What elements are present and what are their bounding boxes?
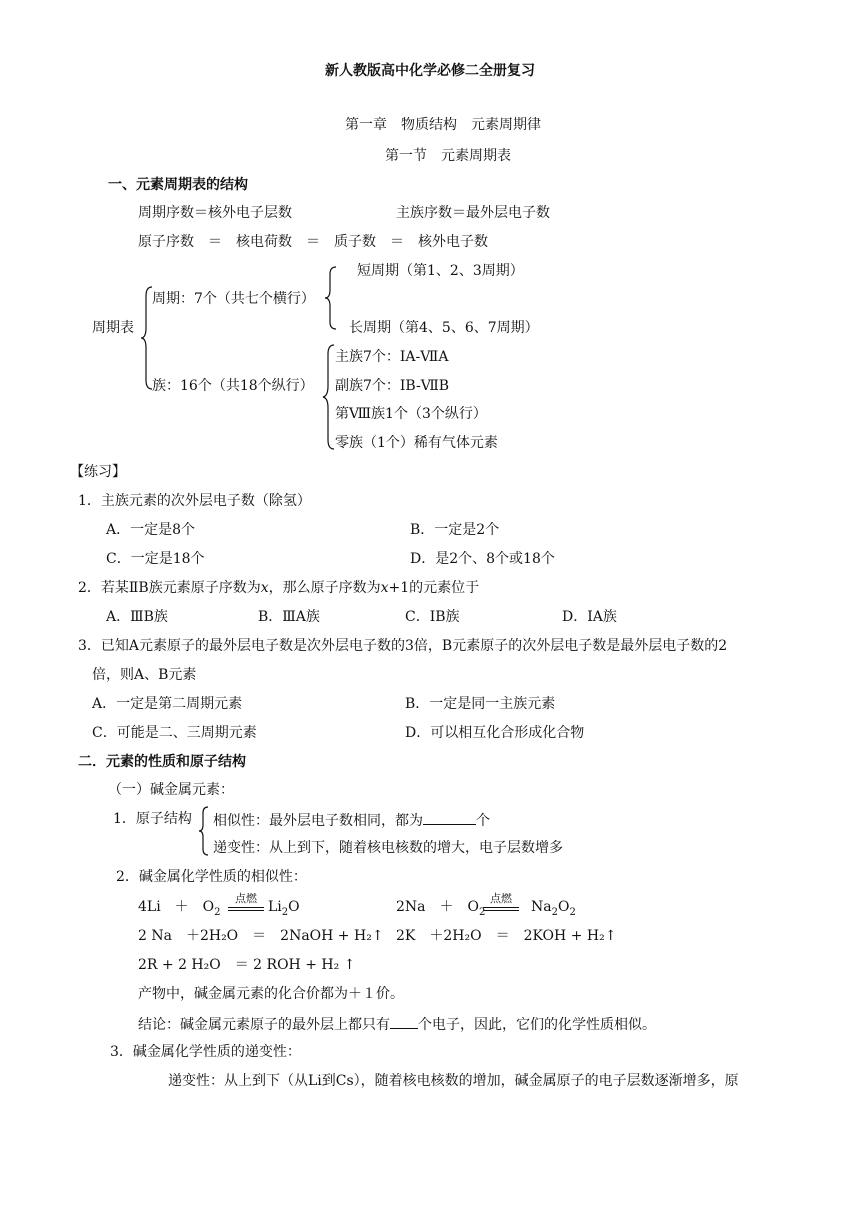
tree-sub-group: 副族7个：IB-ⅦB [335,378,450,394]
eq5: 2R + 2 H₂O ＝ 2 ROH + H₂ ↑ [138,957,356,973]
q2-stem [78,579,479,597]
tree-group: 族：16个（共18个纵行） [152,378,314,394]
similarity-line [213,810,490,830]
period-brace [324,266,338,330]
valence-note: 产物中，碱金属元素的化合价都为＋１价。 [138,986,404,1002]
period-number-rule: 周期序数＝核外电子层数 [138,205,292,221]
q2-option-a: A．ⅢB族 [106,609,168,625]
eq2-product [531,898,576,916]
tree-period: 周期：7个（共七个横行） [152,291,315,307]
conclusion-tail: 个电子，因此，它们的化学性质相似。 [418,1017,656,1033]
eq2-product-mid: O [557,899,570,915]
conclusion-blank[interactable] [390,1014,418,1029]
conclusion-text: 结论：碱金属元素原子的最外层上都只有 [138,1017,390,1033]
eq1-condition [228,893,264,915]
tree-group-8: 第Ⅷ族1个（3个纵行） [335,406,487,422]
q2-stem-post: +1的元素位于 [388,580,480,596]
eq2-product-text: Na [531,899,552,915]
q3-option-a: A．一定是第二周期元素 [92,696,243,712]
q3-option-d: D．可以相互化合形成化合物 [405,725,585,741]
similarity-text: 相似性：最外层电子数相同，都为 [213,813,423,829]
tree-main-group: 主族7个：ⅠA-ⅦA [335,349,449,365]
main-group-number-rule: 主族序数＝最外层电子数 [396,205,550,221]
q2-option-d: D．ⅠA族 [562,609,617,625]
tree-zero-group: 零族（1个）稀有气体元素 [335,435,498,451]
eq1-reactants [138,898,221,916]
q3-option-b: B．一定是同一主族元素 [405,696,556,712]
q1-stem: 1．主族元素的次外层电子数（除氢） [78,493,311,509]
atomic-number-rule: 原子序数 ＝ 核电荷数 ＝ 质子数 ＝ 核外电子数 [138,234,488,250]
q3-stem-line2: 倍，则A、B元素 [92,667,197,683]
q2-var-x2: x [380,580,389,596]
atomic-structure-brace [198,806,210,856]
q3-stem-line1: 3．已知A元素原子的最外层电子数是次外层电子数的3倍，B元素原子的次外层电子数是最外层电子数的2 [78,638,728,654]
gradation-line: 递变性：从上到下，随着核电核数的增大，电子层数增多 [213,840,563,856]
eq1-product [268,898,300,916]
section-title: 第一节 元素周期表 [385,148,511,164]
eq1-left-sub: 2 [214,906,221,918]
eq2-left: 2Na ＋ O [396,899,479,915]
eq1-condition-label: 点燃 [235,892,257,905]
tree-short-period: 短周期（第1、2、3周期） [357,263,524,279]
q1-option-b: B．一定是2个 [410,522,500,538]
eq1-product-tail: O [288,899,300,915]
gradation2-line: 递变性：从上到下（从Li到Cs），随着核电核数的增加，碱金属原子的电子层数逐渐增多，原 [168,1073,739,1089]
item3-label: 3．碱金属化学性质的递变性： [110,1044,301,1060]
exercise-label: 【练习】 [70,464,126,480]
similarity-unit: 个 [476,813,490,829]
item2-label: 2．碱金属化学性质的相似性： [116,869,307,885]
eq1-product-text: Li [268,899,282,915]
tree-long-period: 长周期（第4、5、6、7周期） [349,320,539,336]
q2-stem-pre: 2．若某ⅡB族元素原子序数为 [78,580,261,596]
conclusion-line [138,1014,656,1034]
eq4: 2K ＋2H₂O ＝ 2KOH + H₂↑ [396,928,617,944]
eq3: 2 Na ＋2H₂O ＝ 2NaOH + H₂↑ [138,928,384,944]
eq2-product-sub2: 2 [569,906,576,918]
eq1-left: 4Li ＋ O [138,899,215,915]
alkali-metals-subheading: （一）碱金属元素： [108,782,234,798]
q2-var-x: x [260,580,269,596]
eq1-product-sub: 2 [281,906,289,918]
q1-option-d: D．是2个、8个或18个 [410,551,555,567]
q1-option-c: C．一定是18个 [106,551,205,567]
q2-option-c: C．ⅠB族 [405,609,460,625]
item1-label: 1．原子结构 [113,811,192,827]
similarity-blank[interactable] [423,810,476,825]
q2-option-b: B．ⅢA族 [258,609,320,625]
doc-title: 新人教版高中化学必修二全册复习 [325,63,535,79]
eq2-product-sub: 2 [551,906,558,918]
eq2-condition [483,893,519,915]
part1-heading: 一、元素周期表的结构 [108,177,248,193]
eq2-condition-label: 点燃 [490,892,512,905]
part2-heading: 二．元素的性质和原子结构 [78,754,246,770]
tree-root-periodic-table: 周期表 [92,320,134,336]
q3-option-c: C．可能是二、三周期元素 [92,725,257,741]
eq2-left-sub: 2 [478,906,486,918]
eq2-reactants [396,898,485,916]
group-brace [322,344,336,450]
chapter-title: 第一章 物质结构 元素周期律 [345,117,541,133]
q1-option-a: A．一定是8个 [106,522,196,538]
q2-stem-mid: ，那么原子序数为 [268,580,381,596]
